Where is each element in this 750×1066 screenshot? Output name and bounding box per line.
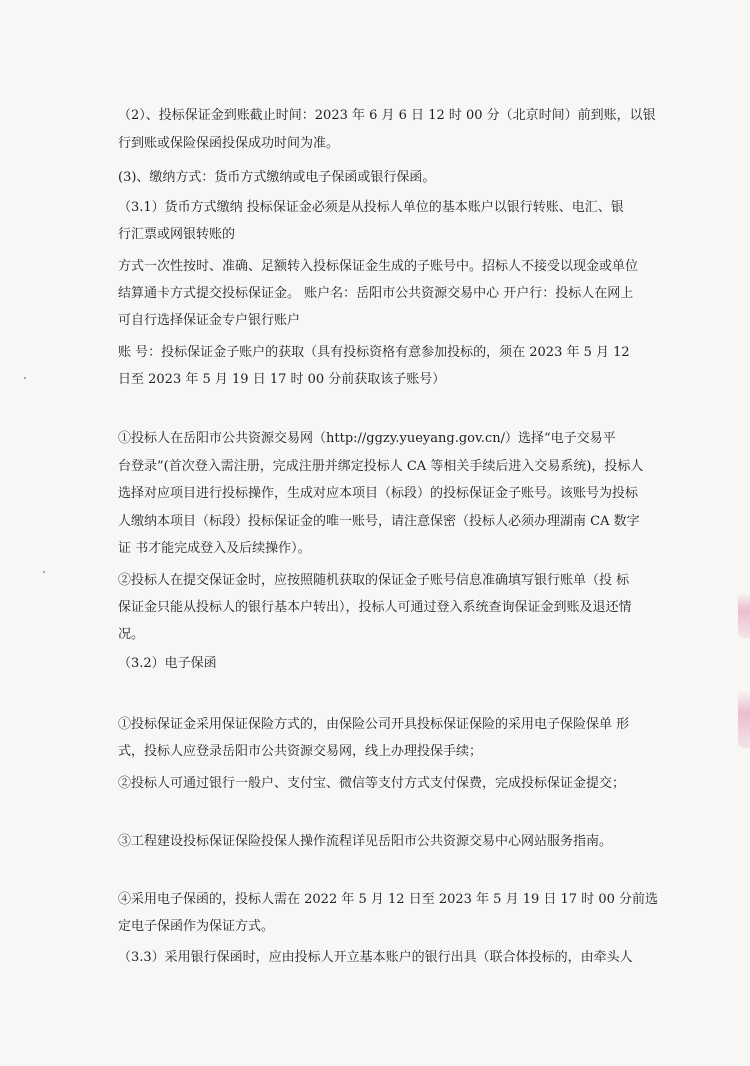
text-line: 方式一次性按时、准确、足额转入投标保证金生成的子账号中。招标人不接受以现金或单位	[118, 259, 639, 274]
text-line: 选择对应项目进行投标操作，生成对应本项目（标段）的投标保证金子账号。该账号为投标	[118, 486, 639, 501]
text-line: 式，投标人应登录岳阳市公共资源交易网，线上办理投保手续；	[118, 744, 483, 759]
text-line: 况。	[118, 627, 145, 642]
text-line: (3)、缴纳方式：货币方式缴纳或电子保函或银行保函。	[118, 170, 436, 185]
text-line: 日至 2023 年 5 月 19 日 17 时 00 分前获取该子账号）	[118, 372, 446, 387]
text-line: ③工程建设投标保证保险投保人操作流程详见岳阳市公共资源交易中心网站服务指南。	[118, 834, 613, 849]
text-line: ②投标人在提交保证金时，应按照随机获取的保证金子账号信息准确填写银行账单（投 标	[118, 573, 630, 588]
text-line: 台登录”(首次登入需注册，完成注册并绑定投标人 CA 等相关手续后进入交易系统)，投标人	[118, 459, 644, 474]
scan-speck	[24, 377, 26, 379]
text-line: 结算通卡方式提交投标保证金。 账户名：岳阳市公共资源交易中心 开户行：投标人在网上	[118, 286, 634, 301]
text-line: （3.2）电子保函	[118, 656, 217, 671]
text-line: （3.3）采用银行保函时，应由投标人开立基本账户的银行出具（联合体投标的，由牵头人	[118, 950, 633, 965]
seal-edge-mark	[738, 592, 750, 638]
text-line: 证 书才能完成登入及后续操作）。	[118, 541, 311, 556]
text-line: 定电子保函作为保证方式。	[118, 919, 275, 934]
text-line: 可自行选择保证金专户银行账户	[118, 313, 301, 328]
text-line: ①投标人在岳阳市公共资源交易网（http://ggzy.yueyang.gov.cn/）选择“电子交易平	[118, 431, 616, 446]
text-line: 人缴纳本项目（标段）投标保证金的唯一账号，请注意保密（投标人必须办理湖南 CA 数字	[118, 514, 640, 529]
text-line: （2）、投标保证金到账截止时间：2023 年 6 月 6 日 12 时 00 分（北京时间）前到账，以银	[118, 108, 656, 123]
scan-speck	[43, 571, 45, 573]
text-line: ②投标人可通过银行一般户、支付宝、微信等支付方式支付保费，完成投标保证金提交；	[118, 776, 626, 791]
text-line: 保证金只能从投标人的银行基本户转出），投标人可通过登入系统查询保证金到账及退还情	[118, 600, 632, 615]
seal-edge-mark	[738, 690, 750, 748]
text-line: （3.1）货币方式缴纳 投标保证金必须是从投标人单位的基本账户以银行转账、电汇、银	[118, 200, 624, 215]
text-line: 行汇票或网银转账的	[118, 227, 236, 242]
text-line: ④采用电子保函的，投标人需在 2022 年 5 月 12 日至 2023 年 5 月 19 日 17 时 00 分前选	[118, 892, 658, 907]
text-line: 行到账或保险保函投保成功时间为准。	[118, 136, 340, 151]
text-line: 账 号：投标保证金子账户的获取（具有投标资格有意参加投标的，须在 2023 年 5 月 12	[118, 345, 630, 360]
text-line: ①投标保证金采用保证保险方式的，由保险公司开具投标保证保险的采用电子保险保单 形	[118, 717, 630, 732]
